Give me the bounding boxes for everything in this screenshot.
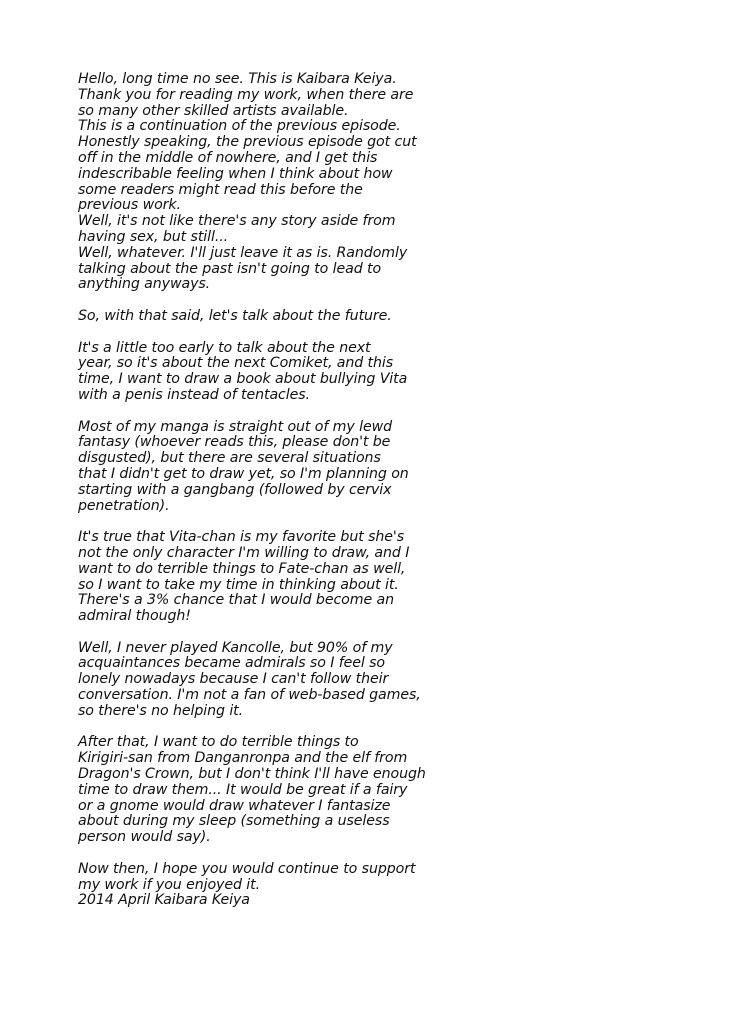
paragraph-spacer	[78, 514, 478, 530]
paragraph-spacer	[78, 625, 478, 641]
paragraph-after-that: After that, I want to do terrible things to Kirigiri-san from Danganronpa and the elf from Dragon's Crown, but I don't think I'll have enough time to draw them... It would be great if a fairy or a gnome would draw whatever I fantasize about during my sleep (something a useless person would say).	[78, 734, 426, 846]
paragraph-spacer	[78, 846, 478, 862]
paragraph-closing-signature: Now then, I hope you would continue to support my work if you enjoyed it. 2014 April Kaibara Keiya	[78, 860, 416, 909]
paragraph-spacer	[78, 293, 478, 309]
paragraph-spacer	[78, 720, 478, 736]
paragraph-manga-fantasy: Most of my manga is straight out of my lewd fantasy (whoever reads this, please don't be disgusted), but there are several situations that I didn't get to draw yet, so I'm planning on starting with a gangbang (followed by cervix penetration).	[78, 418, 409, 514]
paragraph-spacer	[78, 325, 478, 341]
paragraph-greeting: Hello, long time no see. This is Kaibara Keiya. Thank you for reading my work, when there are so many other skilled artists available. This is a continuation of the previous episode. Honestly speaking, the previous episode got cut off in the middle of nowhere, and I get this indescribable feeling when I think about how some readers might read this before the previous work. Well, it's not like there's any story aside from having sex, but still... Well, whatever. I'll just leave it as is. Randomly talking about the past isn't going to lead to anything anyways.	[78, 71, 417, 293]
paragraph-spacer	[78, 404, 478, 420]
paragraph-kancolle: Well, I never played Kancolle, but 90% of my acquaintances became admirals so I feel so lonely nowadays because I can't follow their conversation. I'm not a fan of web-based games, so there's no helping it.	[78, 639, 421, 719]
paragraph-future: So, with that said, let's talk about the future.	[78, 307, 392, 324]
paragraph-vita-fate: It's true that Vita-chan is my favorite but she's not the only character I'm willing to draw, and I want to do terrible things to Fate-chan as well, so I want to take my time in thinking about it. There's a 3% chance that I would become an admiral though!	[78, 529, 410, 625]
paragraph-next-comiket: It's a little too early to talk about the next year, so it's about the next Comiket, and this time, I want to draw a book about bullying Vita with a penis instead of tentacles.	[78, 339, 408, 403]
afterword-text	[78, 72, 478, 909]
